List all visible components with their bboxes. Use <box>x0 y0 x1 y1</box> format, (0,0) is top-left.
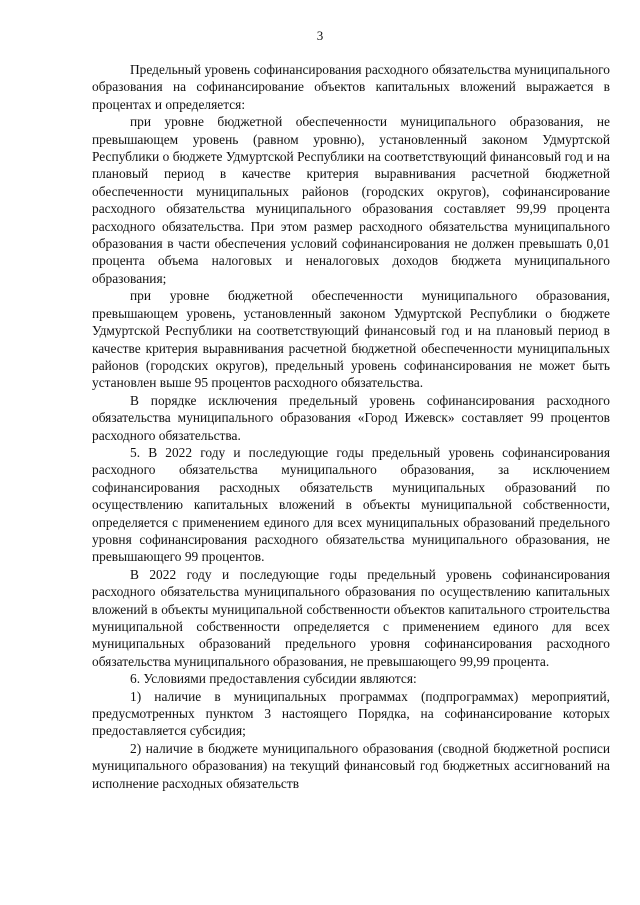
paragraph-condition-1: 1) наличие в муниципальных программах (подпрограммах) мероприятий, предусмотренных пунктом 3 настоящего Порядка, на софинансирование которых предоставляется субсидия; <box>92 688 610 739</box>
paragraph-capital-investments: В 2022 году и последующие годы предельный уровень софинансирования расходного обязательства муниципального образования по осуществлению капитальных вложений в объекты муниципальной собственности объектов капитального строительства муниципальной собственности определяется с применением единого для всех муниципальных образований предельного уровня софинансирования расходного обязательства муниципального образования, не превышающего 99,99 процента. <box>92 566 610 669</box>
paragraph-condition-2: 2) наличие в бюджете муниципального образования (сводной бюджетной росписи муниципального образования) на текущий финансовый год бюджетных ассигнований на исполнение расходных обязательств <box>92 740 610 791</box>
paragraph-high-level: при уровне бюджетной обеспеченности муниципального образования, превышающем уровень, установленный законом Удмуртской Республики о бюджете Удмуртской Республики на соответствующий финансовый год и на плановый период в качестве критерия выравнивания расчетной бюджетной обеспеченности муниципальных районов (городских округов), предельный уровень софинансирования не может быть установлен выше 95 процентов расходного обязательства. <box>92 288 610 391</box>
paragraph-izhevsk-exception: В порядке исключения предельный уровень софинансирования расходного обязательства муниципального образования «Город Ижевск» составляет 99 процентов расходного обязательства. <box>92 392 610 443</box>
paragraph-item-5: 5. В 2022 году и последующие годы предельный уровень софинансирования расходного обязательства муниципального образования, за исключением софинансирования расходных обязательств муниципальных образований по осуществлению капитальных вложений в объекты муниципальной собственности, определяется с применением единого для всех муниципальных образований предельного уровня софинансирования расходного обязательства муниципального образования, не превышающего 99 процентов. <box>92 444 610 565</box>
paragraph-item-6: 6. Условиями предоставления субсидии являются: <box>130 671 417 687</box>
paragraph-low-level: при уровне бюджетной обеспеченности муниципального образования, не превышающем уровень (равном уровню), установленный законом Удмуртской Республики о бюджете Удмуртской Республики на соответствующий финансовый год и на плановый период в качестве критерия выравнивания расчетной бюджетной обеспеченности муниципальных районов (городских округов), софинансирование расходного обязательства муниципального образования составляет 99,99 процента расходного обязательства. При этом размер расходного обязательства муниципального образования в части обеспечения условий софинансирования не должен превышать 0,01 процента объема налоговых и неналоговых доходов бюджета муниципального образования; <box>92 114 610 286</box>
page-number: 3 <box>316 28 324 43</box>
paragraph-intro: Предельный уровень софинансирования расходного обязательства муниципального образования на софинансирование объектов капитальных вложений выражается в процентах и определяется: <box>92 62 610 112</box>
document-body <box>92 61 610 792</box>
